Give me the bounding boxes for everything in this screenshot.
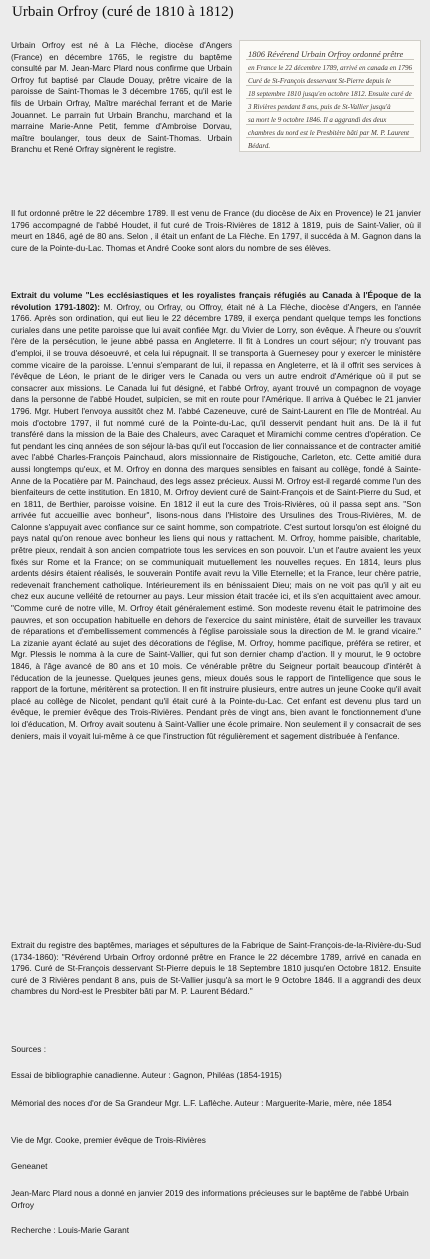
extract-title: Extrait du volume "Les ecclésiastiques et les royalistes français réfugiés au Canada à l'Époque de la révolution 1791-1802):	[11, 290, 421, 312]
ordination-paragraph: Il fut ordonné prêtre le 22 décembre 1789. Il est venu de France (du diocèse de Aix en Provence) le 21 janvier 1796 accompagné de l'abbé Houdet, il fut curé de Trois-Rivières de 1812 à 1819, puis de Saint-Valier, où il meurt en 1846, agé de 80 ans. Selon , il était un enfant de La Flèche. En 1797, il succéda à M. Gagnon dans la cure de la Pointe-du-Lac. Thomas et André Cooke sont alors du nombre de ses élèves.	[11, 208, 421, 253]
sources-heading: Sources :	[11, 1044, 47, 1054]
volume-extract	[11, 290, 421, 742]
source-item: Vie de Mgr. Cooke, premier évêque de Trois-Rivières	[11, 1135, 206, 1145]
extract-body: M. Orfroy, ou Orfray, ou Offroy, était né à La Flèche, diocèse d'Angers, en l'année 1766. Après son ordination, qui eut lieu le 22 décembre 1789, il exerça pendant quelque temps les fonctions curiales dans une petite paroisse que lui avait confiée Mgr. du Vivier de Lorry, son évêque. À l'heure ou s'ouvrit l'ère de la persécution, le jeune abbé passa en Angleterre. Il fit à Londres un court séjour; n'y trouvant pas d'emploi, il se trouva désoeuvré, et cela lui répugnait. Il se transporta à Guernesey pour y exercer le ministère comme vicaire de la paroisse. L'ennui s'emparant de lui, il repassa en Angleterre, et là il offrit ses services à l'évêque de Léon, le priant de le diriger vers le Canada ou vers un autre endroit d'Amérique où il put se consacrer aux missions. Le Canada lui fut désigné, et l'abbé Orfroy, ayant trouvé un compagnon de voyage dans la personne de l'abbé Houdet, sulpicien, se mit en route pour l'Amérique. Il arriva à Québec le 21 janvier 1796. Mgr. Hubert l'envoya aussitôt chez M. l'abbé Cazeneuve, curé de Saint-Laurent en l'île de Montréal. Au mois d'octobre 1797, il fut nommé curé de la Pointe-du-Lac, qu'il desservit pendant huit ans. De là il fut transféré dans la mission de la Baie des Chaleurs, avec Caraquet et Miramichi comme centres d'opération. Ce fut pendant les cinq années de son séjour là-bas qu'il eut l'occasion de lier connaissance et de contracter amitié avec l'abbé Charles-François Painchaud, alors missionnaire de Ristigouche, Carleton, etc. Cette amitié dura aussi longtemps qu'eux, et M. Orfroy en donna des marques sensibles en faisant au collège, fondé à Sainte-Anne de la Pocatière par M. Painchaud, des legs assez précieux. Aussi M. Orfroy est-il regardé comme l'un des bienfaiteurs de cette institution. En 1810, M. Orfroy devient curé de Saint-François et de Saint-Pierre du Sud, et en 1811, de Berthier, paroisse voisine. En 1812 il eut la cure des Trois-Rivières, où il passa sept ans. "Son arrivée fut accueillie avec bonheur", lisons-nous dans l'Histoire des Ursulines des Trous-Rivières, M. de Calonne s'appuyait avec confiance sur ce saint homme, son compatriote. C'est surtout lorsqu'on est éloigné du pays natal qu'on renoue avec bonheur les liens qui nous y rattachent. M. Orfroy, homme paisible, charitable, prêtre pieux, rendait à son ancien compatriote tous les services en son pouvoir. L'un et l'autre avaient les yeux fixés sur Rome et la France; on se communiquait mutuellement les nouvelles reçues. En 1814, leurs plus ardents désirs étaient réalisés, le souverain Pontife avait revu la Ville Eternelle; et la France, leur chère patrie, redevenait franchement catholique. Intérieurement ils en bénissaient Dieu; mais on ne voit pas qu'il y ait eu chez eux aucune velléité de retourner au pays. Leur mission était tracée ici, et ils s'en acquittaient avec amour. "Comme curé de notre ville, M. Orfroy était généralement estimé. Son modeste revenu était le patrimoine des pauvres, et son occupation habituelle en dehors de l'exercice du saint ministère, était de surveiller les travaux de réparations et d'embellissement commencés à l'église paroissiale sous la direction de M. le grand vicaire." La zizanie ayant éclaté au sujet des décorations de l'église, M. Orfroy, homme pacifique, préféra se retirer, et Mgr. Plessis le nomma à la cure de Saint-Vallier, qui fut son dernier champ d'action. Il y mourut, le 9 octobre 1846, à l'âge avancé de 80 ans et 10 mois. Ce vénérable prêtre du Seigneur portait beaucoup d'intérêt à l'éducation de la jeunesse. Quelques jeunes gens, mieux doués sous le rapport de l'intelligence que sous le rapport de la fortune, méritèrent sa protection. Il en fit instruire plusieurs, entre autres un jeune Cooke qu'il avait placé au collège de Nicolet, pendant qu'il était curé à la Pointe-du-Lac. Cet enfant est devenu plus tard un évêque, le premier évêque des Trois-Rivières. Pendant près de vingt ans, bien avant le fonctionnement d'une loi d'éducation, M. Orfroy avait soutenu à Saint-Vallier une école primaire. Non seulement il y consacrait de ses deniers, mais il voyait lui-même à ce que l'instruction fût régulièrement et sagement distribuée à l'enfance.	[11, 301, 421, 741]
scan-line: sa mort le 9 octobre 1846. Il a aggrandi des deux	[248, 116, 387, 124]
intro-text: Urbain Orfroy est né à La Flèche, diocèse d'Angers (France) en décembre 1765, le registre du baptême consulté par M. Jean-Marc Plard nous confirme que Urbain Orfroy fut baptisé par Claude Douay, prêtre vicaire de la paroisse de Saint-Thomas le 3 décembre 1765, qu'il est le fils de Urbain Orfray, Maître maréchal ferrant et de Marie Jouannet. Le parrain fut Urbain Branchu, marchand et la marraine Marie-Anne Petit, femme d'Ambroise Dorvau, maître boulanger, tous deux de Saint-Thomas. Urbain Branchu et René Orfray signèrent le registre.	[11, 40, 232, 155]
source-item: Geneanet	[11, 1161, 48, 1171]
baptism-register-scan	[239, 40, 421, 152]
scan-line: chambres du nord est le Presbitère bâti par M. P. Laurent	[248, 129, 410, 137]
scan-line: Curé de St-François desservant St-Pierre depuis le	[248, 77, 391, 85]
scan-line: en France le 22 décembre 1789, arrivé en canada en 1796	[248, 64, 412, 72]
scan-line: 18 septembre 1810 jusqu'en octobre 1812. Ensuite curé de	[248, 90, 412, 98]
source-item: Mémorial des noces d'or de Sa Grandeur Mgr. L.F. Laflèche. Auteur : Marguerite-Marie, mère, née 1854	[11, 1098, 392, 1108]
scan-line: 1806 Révérend Urbain Orfroy ordonné prêtre	[248, 49, 404, 59]
intro-section	[11, 40, 421, 156]
page-title: Urbain Orfroy (curé de 1810 à 1812)	[12, 4, 234, 20]
scan-line: Bédard.	[248, 142, 271, 150]
source-item: Jean-Marc Plard nous a donné en janvier 2019 des informations précieuses sur le baptême de l'abbé Urbain Orfroy	[11, 1188, 409, 1210]
source-item: Essai de bibliographie canadienne. Auteur : Gagnon, Philéas (1854-1915)	[11, 1070, 282, 1080]
scan-line: 3 Rivières pendant 8 ans, puis de St-Vallier jusqu'à	[248, 103, 391, 111]
register-extract: Extrait du registre des baptêmes, mariages et sépultures de la Fabrique de Saint-François-de-la-Rivière-du-Sud (1734-1860): "Révérend Urbain Orfroy ordonné prêtre en France le 22 décembre 1789, arrivé en canada en 1796. Curé de St-François desservant St-Pierre depuis le 18 Septembre 1810 jusqu'en Octobre 1812. Ensuite curé de 3 Rivières pendant 8 ans, puis de St-Vallier jusqu'à sa mort le 9 Octobre 1846. Il a aggrandi des deux chambres du Nord-est le Presbiter bâti par M. P. Laurent Bédard."	[11, 940, 421, 997]
source-item: Recherche : Louis-Marie Garant	[11, 1225, 130, 1235]
